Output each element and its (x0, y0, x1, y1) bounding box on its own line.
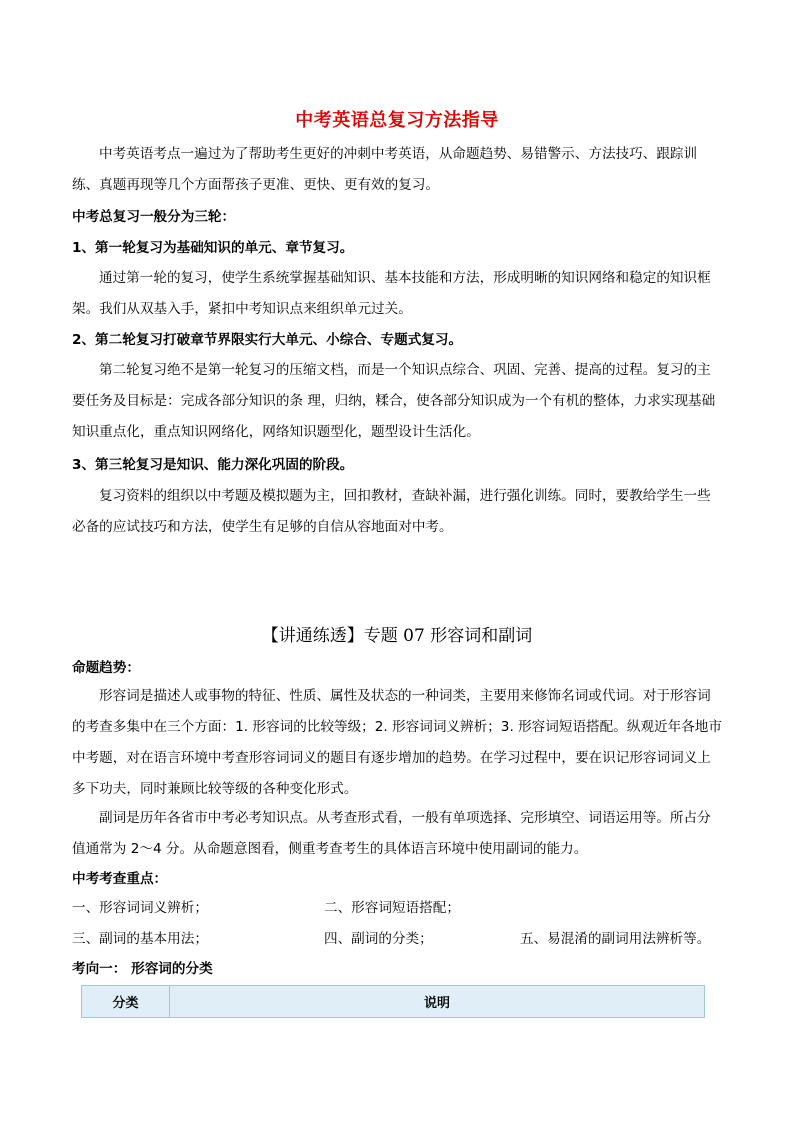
trend-heading: 命题趋势： (72, 660, 140, 676)
table-header-description: 说明 (170, 986, 705, 1018)
round2-heading: 2、第二轮复习打破章节界限实行大单元、小综合、专题式复习。 (72, 332, 463, 348)
round1-heading: 1、第一轮复习为基础知识的单元、章节复习。 (72, 240, 354, 256)
intro-paragraph: 中考英语考点一遍过为了帮助考生更好的冲刺中考英语，从命题趋势、易错警示、方法技巧、跟踪训练、真题再现等几个方面帮孩子更准、更快、更有效的复习。 (72, 146, 698, 193)
table-header-row (82, 986, 705, 1018)
document-title: 中考英语总复习方法指导 (295, 110, 499, 131)
focus-item-5: 五、易混淆的副词用法辨析等。 (520, 931, 711, 947)
round2-paragraph: 第二轮复习绝不是第一轮复习的压缩文档，而是一个知识点综合、巩固、完善、提高的过程。复习的主要任务及目标是：完成各部分知识的条 理，归纳，糅合，使各部分知识成为一个有机的整体，力求实现基础知识重点化，重点知识网络化，网络知识题型化，题型设计生活化。 (72, 362, 716, 440)
classification-table (81, 985, 705, 1018)
round3-heading: 3、第三轮复习是知识、能力深化巩固的阶段。 (72, 457, 354, 473)
trend-paragraph-1: 形容词是描述人或事物的特征、性质、属性及状态的一种词类，主要用来修饰名词或代词。对于形容词的考查多集中在三个方面：1. 形容词的比较等级；2. 形容词词义辨析；3. 形容词短语搭配。纵观近年各地市中考题，对在语言环境中考查形容词词义的题目有逐步增加的趋势。在学习过程中，要在识记形容词词义上多下功夫，同时兼顾比较等级的各种变化形式。 (72, 688, 722, 797)
focus-heading: 中考考查重点： (72, 871, 168, 887)
trend-paragraph-2: 副词是历年各省市中考必考知识点。从考查形式看，一般有单项选择、完形填空、词语运用等。所占分值通常为 2～4 分。从命题意图看，侧重考查考生的具体语言环境中使用副词的能力。 (72, 810, 711, 857)
overview-heading: 中考总复习一般分为三轮： (72, 209, 236, 225)
round1-paragraph: 通过第一轮的复习，使学生系统掌握基础知识、基本技能和方法，形成明晰的知识网络和稳定的知识框架。我们从双基入手，紧扣中考知识点来组织单元过关。 (72, 270, 711, 317)
focus-item-3: 三、副词的基本用法； (72, 931, 208, 947)
section-title: 【讲通练透】专题 07 形容词和副词 (261, 626, 533, 646)
direction-heading: 考向一： 形容词的分类 (72, 961, 213, 977)
focus-item-1: 一、形容词词义辨析； (72, 900, 208, 916)
table-header-category: 分类 (82, 986, 170, 1018)
focus-item-4: 四、副词的分类； (324, 931, 433, 947)
round3-paragraph: 复习资料的组织以中考题及模拟题为主，回扣教材，查缺补漏，进行强化训练。同时，要教给学生一些必备的应试技巧和方法，使学生有足够的自信从容地面对中考。 (72, 488, 711, 535)
focus-item-2: 二、形容词短语搭配； (324, 900, 460, 916)
